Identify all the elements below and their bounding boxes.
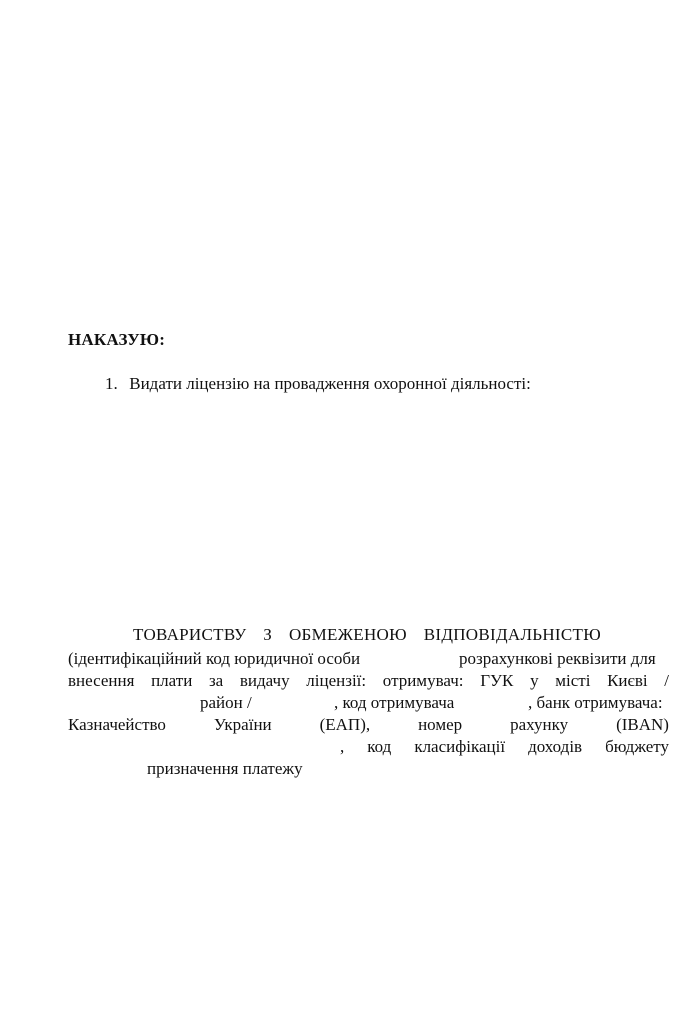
details-line-3-b: , код отримувача [334,693,455,712]
org-name-word: З [263,625,273,644]
details-line-2 [68,670,669,692]
details-line-1-left: (ідентифікаційний код юридичної особи [68,649,361,668]
details-word: ліцензії: [306,671,367,690]
details-line-4 [68,714,669,736]
details-word: Казначейство [68,715,166,734]
details-line-5 [340,736,669,758]
details-word: код [367,737,392,756]
details-word: ГУК [480,671,514,690]
details-word: рахунку [510,715,569,734]
details-word: місті [555,671,591,690]
item-text: Видати ліцензію на провадження охоронної діяльності: [129,374,531,393]
details-word: плати [151,671,193,690]
order-heading: НАКАЗУЮ: [68,330,166,349]
details-word: / [664,671,669,690]
details-line-3-a: район / [200,693,252,712]
details-word: внесення [68,671,135,690]
details-word: бюджету [605,737,669,756]
details-word: у [530,671,539,690]
org-name-word: ОБМЕЖЕНОЮ [288,625,407,644]
details-word: номер [418,715,463,734]
details-word: (IBAN) [616,715,669,734]
details-line-3-c: , банк отримувача: [528,693,663,712]
details-word: України [213,715,272,734]
organization-name [133,625,601,645]
details-word: Києві [607,671,648,690]
details-word: класифікації [414,737,506,756]
details-word: (ЕАП), [319,715,371,734]
item-number: 1. [105,374,118,393]
org-name-word: ВІДПОВІДАЛЬНІСТЮ [423,625,601,644]
details-word: за [208,671,224,690]
details-word: , [340,737,345,756]
org-name-word: ТОВАРИСТВУ [133,625,247,644]
details-line-1-right: розрахункові реквізити для [459,649,656,668]
order-item-1 [105,374,531,394]
details-word: видачу [239,671,290,690]
details-word: доходів [528,737,583,756]
details-word: отримувач: [382,671,464,690]
details-line-6: призначення платежу [147,759,303,778]
